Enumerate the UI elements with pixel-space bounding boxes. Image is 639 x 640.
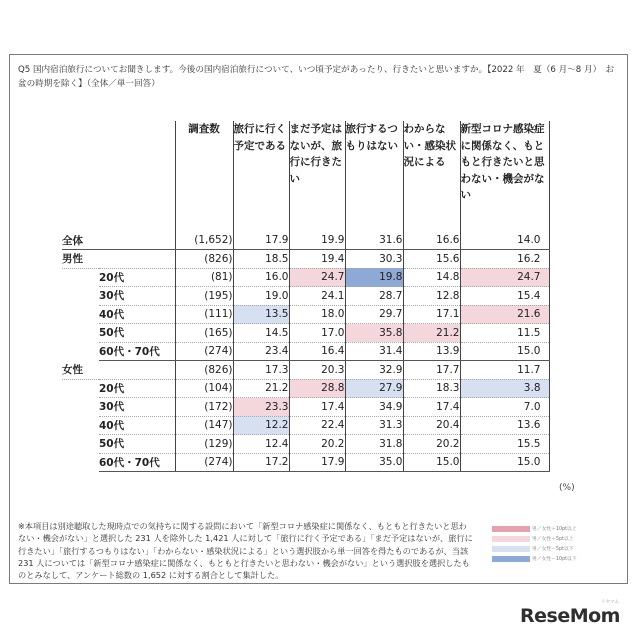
legend-item bbox=[492, 544, 622, 554]
row-subgroup-label bbox=[99, 250, 175, 269]
header-planning-to-travel: 旅行に行く予定である bbox=[233, 121, 289, 231]
row-group-label bbox=[62, 268, 99, 287]
legend-label: 男／女性－10pt以下 bbox=[532, 557, 577, 563]
percent-cell: 21.6 bbox=[460, 305, 549, 324]
row-subgroup-label: 30代 bbox=[99, 287, 175, 306]
legend-swatch bbox=[492, 526, 530, 532]
percent-cell: 34.9 bbox=[345, 398, 403, 417]
sample-size-cell: (274) bbox=[175, 342, 233, 361]
percent-cell: 17.4 bbox=[403, 398, 460, 417]
table-row bbox=[62, 324, 549, 343]
legend-item bbox=[492, 524, 622, 534]
percent-cell: 18.0 bbox=[289, 305, 345, 324]
percent-cell: 27.9 bbox=[345, 379, 403, 398]
percent-cell: 24.1 bbox=[289, 287, 345, 306]
row-group-label bbox=[62, 416, 99, 435]
table-row bbox=[62, 268, 549, 287]
footnote: ※本項目は別途聴取した現時点での気持ちに関する設問において「新型コロナ感染症に関係なく、もともと行きたいと思わない・機会がない」と選択した 231 人を除外した 1,421 人に対して「旅行に行く予定である」「まだ予定はないが、旅行に行きたい」「旅行するつもりはない」「わからない・感染状況による」という選択肢から単一回答を得たものであるが、当該 231 人については「新型コロナ感染症に関係なく、もともと行きたいと思わない・機会がない」という選択肢を選択したものとみなして、アンケート総数の 1,652 に対する割合として集計した。 bbox=[18, 521, 473, 581]
percent-cell: 20.4 bbox=[403, 416, 460, 435]
percent-cell: 21.2 bbox=[403, 324, 460, 343]
row-group-label bbox=[62, 379, 99, 398]
percent-cell: 13.6 bbox=[460, 416, 549, 435]
percent-cell: 31.6 bbox=[345, 231, 403, 250]
header-blank bbox=[62, 121, 99, 231]
sample-size-cell: (104) bbox=[175, 379, 233, 398]
percent-cell: 3.8 bbox=[460, 379, 549, 398]
percent-cell: 11.5 bbox=[460, 324, 549, 343]
row-subgroup-label: 50代 bbox=[99, 324, 175, 343]
row-group-label bbox=[62, 453, 99, 472]
percent-cell: 15.4 bbox=[460, 287, 549, 306]
table-row bbox=[62, 342, 549, 361]
row-group-label bbox=[62, 287, 99, 306]
percent-cell: 31.8 bbox=[345, 435, 403, 454]
percent-cell: 12.4 bbox=[233, 435, 289, 454]
percent-cell: 22.4 bbox=[289, 416, 345, 435]
legend-label: 男／女性＋5pt以上 bbox=[532, 537, 574, 543]
table-row bbox=[62, 305, 549, 324]
percent-cell: 17.9 bbox=[233, 231, 289, 250]
row-group-label bbox=[62, 342, 99, 361]
row-subgroup-label: 60代・70代 bbox=[99, 342, 175, 361]
highlight-legend bbox=[492, 524, 622, 564]
percent-cell: 21.2 bbox=[233, 379, 289, 398]
percent-cell: 19.4 bbox=[289, 250, 345, 269]
percent-cell: 14.8 bbox=[403, 268, 460, 287]
sample-size-cell: (129) bbox=[175, 435, 233, 454]
row-subgroup-label: 20代 bbox=[99, 379, 175, 398]
legend-swatch bbox=[492, 556, 530, 562]
percent-cell: 15.6 bbox=[403, 250, 460, 269]
brand-logo-sub: リセマム bbox=[601, 600, 619, 605]
row-subgroup-label: 20代 bbox=[99, 268, 175, 287]
header-never-wanted: 新型コロナ感染症に関係なく、もともと行きたいと思わない・機会がない bbox=[460, 121, 549, 231]
row-subgroup-label: 50代 bbox=[99, 435, 175, 454]
sample-size-cell: (274) bbox=[175, 453, 233, 472]
percent-cell: 18.3 bbox=[403, 379, 460, 398]
percent-cell: 24.7 bbox=[289, 268, 345, 287]
percent-cell: 15.5 bbox=[460, 435, 549, 454]
percent-cell: 15.0 bbox=[460, 453, 549, 472]
percent-cell: 31.3 bbox=[345, 416, 403, 435]
percent-cell: 24.7 bbox=[460, 268, 549, 287]
percent-cell: 11.7 bbox=[460, 361, 549, 380]
row-subgroup-label: 40代 bbox=[99, 416, 175, 435]
table-row bbox=[62, 250, 549, 269]
question-text: Q5 国内宿泊旅行についてお聞きします。今後の国内宿泊旅行について、いつ頃予定があったり、行きたいと思いますか。【2022 年 夏（6 月～8 月） お盆の時期を除く】（全体／単一回答） bbox=[18, 65, 615, 89]
table-row bbox=[62, 435, 549, 454]
row-group-label bbox=[62, 398, 99, 417]
percent-cell: 31.4 bbox=[345, 342, 403, 361]
percent-cell: 23.4 bbox=[233, 342, 289, 361]
percent-cell: 18.5 bbox=[233, 250, 289, 269]
percent-cell: 17.2 bbox=[233, 453, 289, 472]
table-row bbox=[62, 379, 549, 398]
percent-cell: 17.1 bbox=[403, 305, 460, 324]
percent-cell: 32.9 bbox=[345, 361, 403, 380]
sample-size-cell: (1,652) bbox=[175, 231, 233, 250]
sample-size-cell: (147) bbox=[175, 416, 233, 435]
percent-cell: 15.0 bbox=[403, 453, 460, 472]
row-group-label bbox=[62, 324, 99, 343]
row-group-label bbox=[62, 435, 99, 454]
legend-item bbox=[492, 554, 622, 564]
percent-cell: 29.7 bbox=[345, 305, 403, 324]
sample-size-cell: (195) bbox=[175, 287, 233, 306]
header-unsure: わからない・感染状況による bbox=[403, 121, 460, 231]
sample-size-cell: (165) bbox=[175, 324, 233, 343]
row-subgroup-label bbox=[99, 231, 175, 250]
row-group-label: 全体 bbox=[62, 231, 99, 250]
row-group-label bbox=[62, 305, 99, 324]
percent-cell: 19.0 bbox=[233, 287, 289, 306]
row-subgroup-label: 40代 bbox=[99, 305, 175, 324]
percent-cell: 14.5 bbox=[233, 324, 289, 343]
percent-cell: 13.5 bbox=[233, 305, 289, 324]
survey-table bbox=[62, 121, 550, 472]
sample-size-cell: (111) bbox=[175, 305, 233, 324]
percent-cell: 35.0 bbox=[345, 453, 403, 472]
legend-label: 男／女性－5pt以下 bbox=[532, 547, 574, 553]
legend-swatch bbox=[492, 546, 530, 552]
table-row bbox=[62, 287, 549, 306]
table-row bbox=[62, 361, 549, 380]
row-group-label: 男性 bbox=[62, 250, 99, 269]
row-subgroup-label bbox=[99, 361, 175, 380]
header-sample-size: 調査数 bbox=[175, 121, 233, 231]
percent-cell: 17.0 bbox=[289, 324, 345, 343]
percent-cell: 35.8 bbox=[345, 324, 403, 343]
percent-cell: 17.7 bbox=[403, 361, 460, 380]
percent-cell: 17.4 bbox=[289, 398, 345, 417]
percent-cell: 15.0 bbox=[460, 342, 549, 361]
row-subgroup-label: 30代 bbox=[99, 398, 175, 417]
percent-cell: 17.3 bbox=[233, 361, 289, 380]
legend-swatch bbox=[492, 536, 530, 542]
table-row bbox=[62, 231, 549, 250]
row-subgroup-label: 60代・70代 bbox=[99, 453, 175, 472]
percent-cell: 16.0 bbox=[233, 268, 289, 287]
header-want-to-travel: まだ予定はないが、旅行に行きたい bbox=[289, 121, 345, 231]
table-row bbox=[62, 398, 549, 417]
table-body bbox=[62, 231, 549, 472]
percent-cell: 7.0 bbox=[460, 398, 549, 417]
percent-cell: 16.4 bbox=[289, 342, 345, 361]
percent-cell: 28.8 bbox=[289, 379, 345, 398]
percent-cell: 20.3 bbox=[289, 361, 345, 380]
percent-cell: 19.9 bbox=[289, 231, 345, 250]
percent-cell: 12.2 bbox=[233, 416, 289, 435]
percent-cell: 16.6 bbox=[403, 231, 460, 250]
percent-cell: 30.3 bbox=[345, 250, 403, 269]
percent-cell: 23.3 bbox=[233, 398, 289, 417]
table-row bbox=[62, 416, 549, 435]
percent-cell: 19.8 bbox=[345, 268, 403, 287]
percent-cell: 20.2 bbox=[289, 435, 345, 454]
percent-cell: 17.9 bbox=[289, 453, 345, 472]
header-blank bbox=[99, 121, 175, 231]
header-no-intention: 旅行するつもりはない bbox=[345, 121, 403, 231]
row-group-label: 女性 bbox=[62, 361, 99, 380]
percent-cell: 14.0 bbox=[460, 231, 549, 250]
table-header-row bbox=[62, 121, 549, 231]
sample-size-cell: (172) bbox=[175, 398, 233, 417]
legend-item bbox=[492, 534, 622, 544]
sample-size-cell: (826) bbox=[175, 361, 233, 380]
legend-label: 男／女性＋10pt以上 bbox=[532, 527, 577, 533]
brand-logo: ReseMom bbox=[520, 605, 620, 627]
percent-cell: 16.2 bbox=[460, 250, 549, 269]
sample-size-cell: (81) bbox=[175, 268, 233, 287]
sample-size-cell: (826) bbox=[175, 250, 233, 269]
unit-label: (%) bbox=[559, 483, 575, 493]
table-row bbox=[62, 453, 549, 472]
percent-cell: 12.8 bbox=[403, 287, 460, 306]
percent-cell: 20.2 bbox=[403, 435, 460, 454]
percent-cell: 28.7 bbox=[345, 287, 403, 306]
percent-cell: 13.9 bbox=[403, 342, 460, 361]
